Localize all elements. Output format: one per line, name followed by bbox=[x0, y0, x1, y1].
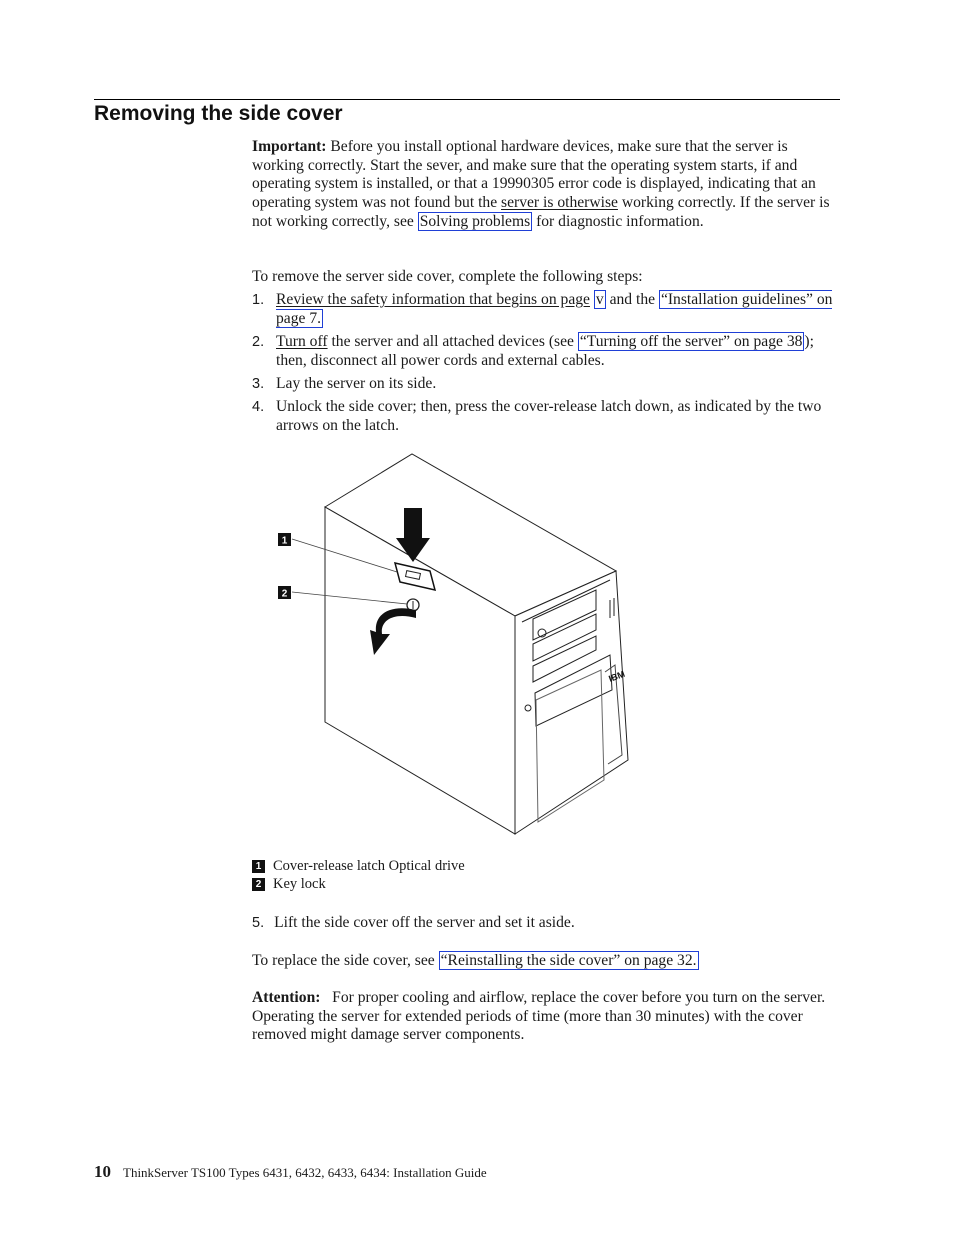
steps-list bbox=[252, 291, 838, 440]
replace-text: To replace the side cover, see bbox=[252, 952, 439, 969]
section-rule bbox=[94, 99, 840, 100]
step-text: Unlock the side cover; then, press the cover-release latch down, as indicated by the two arrows on the latch. bbox=[276, 398, 822, 434]
replace-note bbox=[252, 952, 838, 971]
step-4 bbox=[252, 398, 838, 435]
installation-guidelines-link[interactable]: “Installation guidelines” on page 7. bbox=[276, 291, 833, 327]
legend-callout: 2 bbox=[252, 878, 265, 891]
step-number: 4. bbox=[252, 399, 265, 416]
important-note bbox=[252, 138, 838, 232]
callout-2-label: 2 bbox=[281, 588, 288, 600]
step-2 bbox=[252, 333, 838, 370]
attention-label: Attention: bbox=[252, 989, 321, 1006]
turning-off-server-link[interactable]: “Turning off the server” on page 38 bbox=[579, 332, 803, 350]
step-text: the server and all attached devices (see bbox=[327, 332, 578, 350]
legend-text: Cover-release latch Optical drive bbox=[273, 858, 465, 874]
steps-intro: To remove the server side cover, complete the following steps: bbox=[252, 268, 643, 285]
important-text-c: for diagnostic information. bbox=[532, 212, 704, 230]
section-title: Removing the side cover bbox=[94, 102, 343, 125]
server-otherwise-link[interactable]: server is otherwise bbox=[501, 194, 618, 212]
server-illustration bbox=[270, 450, 650, 840]
step-number: 5. bbox=[252, 915, 265, 931]
step-number: 3. bbox=[252, 375, 265, 392]
important-text-b: working correctly. If the server is not working correctly, see bbox=[252, 194, 830, 230]
front-bezel bbox=[515, 571, 628, 834]
legend-item bbox=[252, 857, 465, 875]
attention-text: For proper cooling and airflow, replace the cover before you turn on the server. Operating the server for extended periods of time (more than 30 minutes) with the cover removed might damage server components. bbox=[252, 989, 826, 1044]
legend-item bbox=[252, 875, 465, 893]
step-1 bbox=[252, 291, 838, 328]
step-text: and the bbox=[605, 291, 659, 308]
page-footer bbox=[94, 1162, 487, 1182]
footer-title: ThinkServer TS100 Types 6431, 6432, 6433, 6434: Installation Guide bbox=[123, 1165, 487, 1180]
important-label: Important: bbox=[252, 138, 327, 155]
step-number: 2. bbox=[252, 333, 265, 350]
page-v-link[interactable]: v bbox=[595, 291, 604, 308]
step-number: 1. bbox=[252, 292, 265, 308]
page-number: 10 bbox=[94, 1162, 111, 1181]
step-text: ); then, disconnect all power cords and external cables. bbox=[276, 332, 814, 369]
solving-problems-link[interactable]: Solving problems bbox=[419, 212, 531, 230]
legend-text: Key lock bbox=[273, 876, 326, 892]
step-text: Lift the side cover off the server and set it aside. bbox=[274, 914, 575, 931]
attention-note bbox=[252, 989, 838, 1045]
ibm-logo: IBM bbox=[607, 668, 627, 684]
reinstalling-side-cover-link[interactable]: “Reinstalling the side cover” on page 32. bbox=[440, 952, 697, 969]
important-text-a: Before you install optional hardware devices, make sure that the server is working correctly. Start the sever, and make sure that the operating system starts, if and operating system is installed, or that a 19990305 error code is displayed, indicating that an operating system was not found but the bbox=[252, 138, 816, 212]
step-5 bbox=[252, 914, 838, 933]
figure-legend bbox=[252, 857, 465, 893]
step-text: Lay the server on its side. bbox=[276, 374, 437, 392]
callout-1-label: 1 bbox=[281, 535, 288, 547]
safety-info-link[interactable]: Review the safety information that begins on page bbox=[276, 291, 590, 308]
turn-off-link[interactable]: Turn off bbox=[276, 332, 328, 350]
step-3 bbox=[252, 375, 838, 394]
legend-callout: 1 bbox=[252, 860, 265, 873]
